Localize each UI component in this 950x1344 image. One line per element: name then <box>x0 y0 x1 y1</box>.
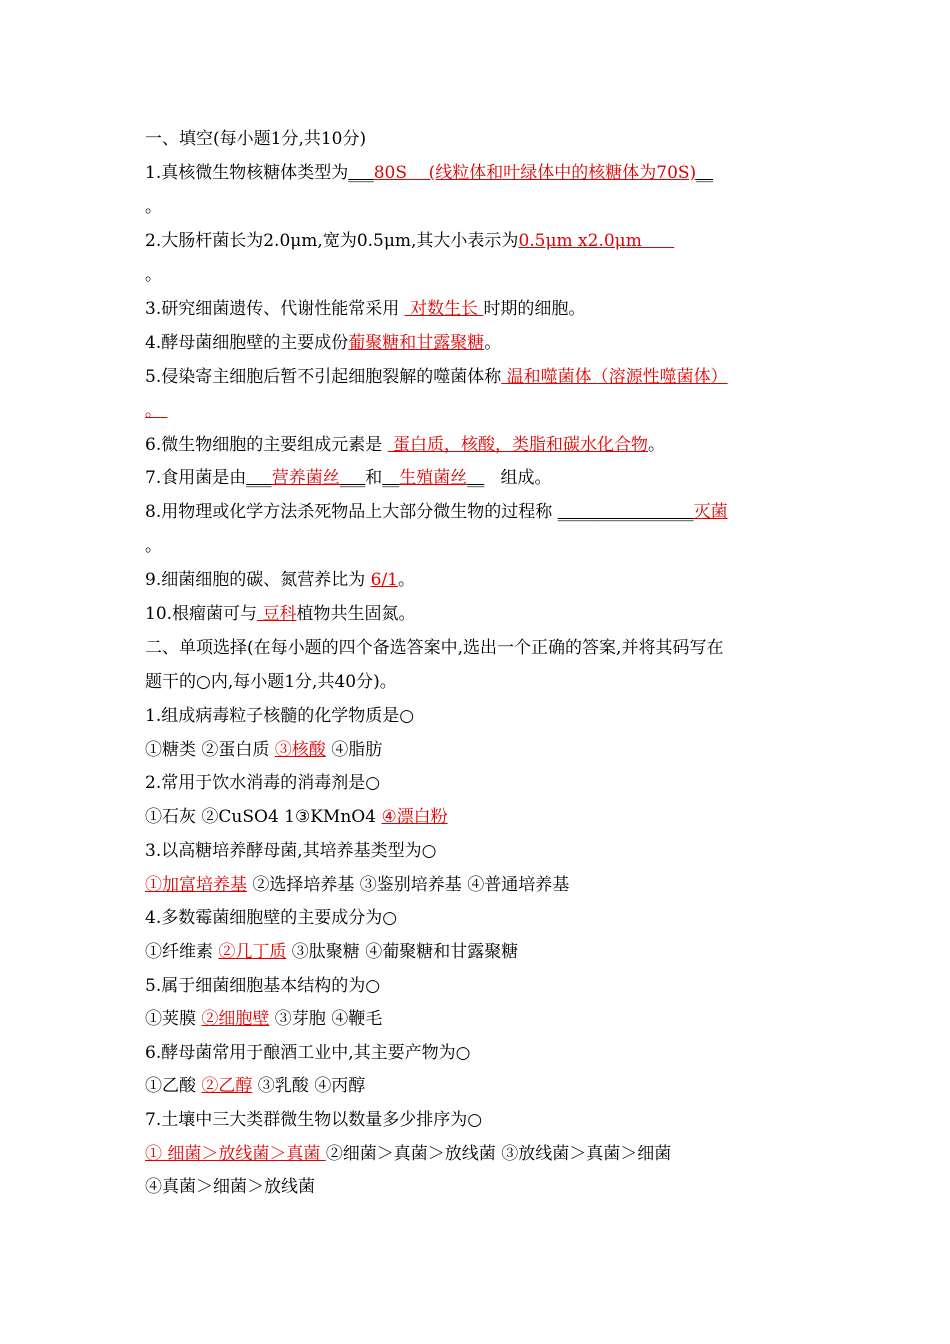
mc-5-stem: 5.属于细菌细胞基本结构的为○ <box>145 976 381 996</box>
mc-1-options: ①糖类 ②蛋白质 ③核酸 ④脂肪 <box>145 740 383 760</box>
mc-1-stem: 1.组成病毒粒子核髓的化学物质是○ <box>145 706 415 726</box>
question-9: 9.细菌细胞的碳、氮营养比为 6/1。 <box>145 570 415 590</box>
answer-7b: 生殖菌丝 <box>399 468 468 488</box>
mc-4-options: ①纤维素 ②几丁质 ③肽聚糖 ④葡聚糖和甘露聚糖 <box>145 942 519 962</box>
mc-7-options: ① 细菌＞放线菌＞真菌 ②细菌＞真菌＞放线菌 ③放线菌＞真菌＞细菌 <box>145 1144 672 1164</box>
mc-7-options-2: ④真菌＞细菌＞放线菌 <box>145 1177 315 1197</box>
mc-2-answer: ④漂白粉 <box>381 807 448 827</box>
question-1-end: 。 <box>145 197 162 217</box>
answer-9: 6/1 <box>370 570 398 590</box>
mc-5-answer: ②细胞壁 <box>201 1009 270 1029</box>
question-5-end: 。 <box>145 401 168 421</box>
question-2: 2.大肠杆菌长为2.0μm,宽为0.5μm,其大小表示为0.5μm x2.0μm <box>145 231 675 251</box>
question-6: 6.微生物细胞的主要组成元素是 蛋白质，核酸，类脂和碳水化合物。 <box>145 435 666 455</box>
answer-3: 对数生长 <box>404 299 484 319</box>
mc-6-answer: ②乙醇 <box>201 1076 253 1096</box>
answer-2: 0.5μm x2.0μm <box>518 231 675 251</box>
answer-1: 80S (线粒体和叶绿体中的核糖体为70S) <box>373 163 697 183</box>
question-2-end: 。 <box>145 265 162 285</box>
mc-5-options: ①荚膜 ②细胞壁 ③芽胞 ④鞭毛 <box>145 1009 383 1029</box>
mc-7-stem: 7.土壤中三大类群微生物以数量多少排序为○ <box>145 1110 483 1130</box>
question-8: 8.用物理或化学方法杀死物品上大部分微生物的过程称 ________________灭菌 <box>145 502 728 522</box>
mc-2-stem: 2.常用于饮水消毒的消毒剂是○ <box>145 773 381 793</box>
mc-6-options: ①乙酸 ②乙醇 ③乳酸 ④丙醇 <box>145 1076 366 1096</box>
mc-3-options: ①加富培养基 ②选择培养基 ③鉴别培养基 ④普通培养基 <box>145 875 570 895</box>
mc-2-options: ①石灰 ②CuSO4 1③KMnO4 ④漂白粉 <box>145 807 448 827</box>
question-4: 4.酵母菌细胞壁的主要成份葡聚糖和甘露聚糖。 <box>145 333 502 353</box>
section1-heading: 一、填空(每小题1分,共10分) <box>145 129 367 149</box>
mc-1-answer: ③核酸 <box>274 740 326 760</box>
section2-heading-1: 二、单项选择(在每小题的四个备选答案中,选出一个正确的答案,并将其码写在 <box>145 638 724 658</box>
mc-7-answer: ① 细菌＞放线菌＞真菌 <box>145 1144 326 1164</box>
answer-5: 温和噬菌体（溶源性噬菌体） <box>501 367 728 387</box>
question-3: 3.研究细菌遗传、代谢性能常采用 对数生长 时期的细胞。 <box>145 299 586 319</box>
answer-6: 蛋白质，核酸，类脂和碳水化合物 <box>387 435 649 455</box>
mc-4-answer: ②几丁质 <box>218 942 287 962</box>
mc-6-stem: 6.酵母菌常用于酿酒工业中,其主要产物为○ <box>145 1043 471 1063</box>
question-7: 7.食用菌是由___营养菌丝___和__生殖菌丝__ 组成。 <box>145 468 552 488</box>
question-5: 5.侵染寄主细胞后暂不引起细胞裂解的噬菌体称 温和噬菌体（溶源性噬菌体） <box>145 367 728 387</box>
question-8-end: 。 <box>145 536 162 556</box>
answer-4: 葡聚糖和甘露聚糖 <box>348 333 485 353</box>
mc-4-stem: 4.多数霉菌细胞壁的主要成分为○ <box>145 908 398 928</box>
question-1: 1.真核微生物核糖体类型为___80S (线粒体和叶绿体中的核糖体为70S)__ <box>145 163 714 183</box>
mc-3-answer: ①加富培养基 <box>145 875 247 895</box>
mc-3-stem: 3.以高糖培养酵母菌,其培养基类型为○ <box>145 841 437 861</box>
answer-8: 灭菌 <box>693 502 728 522</box>
question-10: 10.根瘤菌可与 豆科植物共生固氮。 <box>145 604 416 624</box>
section2-heading-2: 题干的○内,每小题1分,共40分)。 <box>145 672 397 692</box>
answer-10: 豆科 <box>257 604 297 624</box>
answer-7a: 营养菌丝 <box>271 468 340 488</box>
